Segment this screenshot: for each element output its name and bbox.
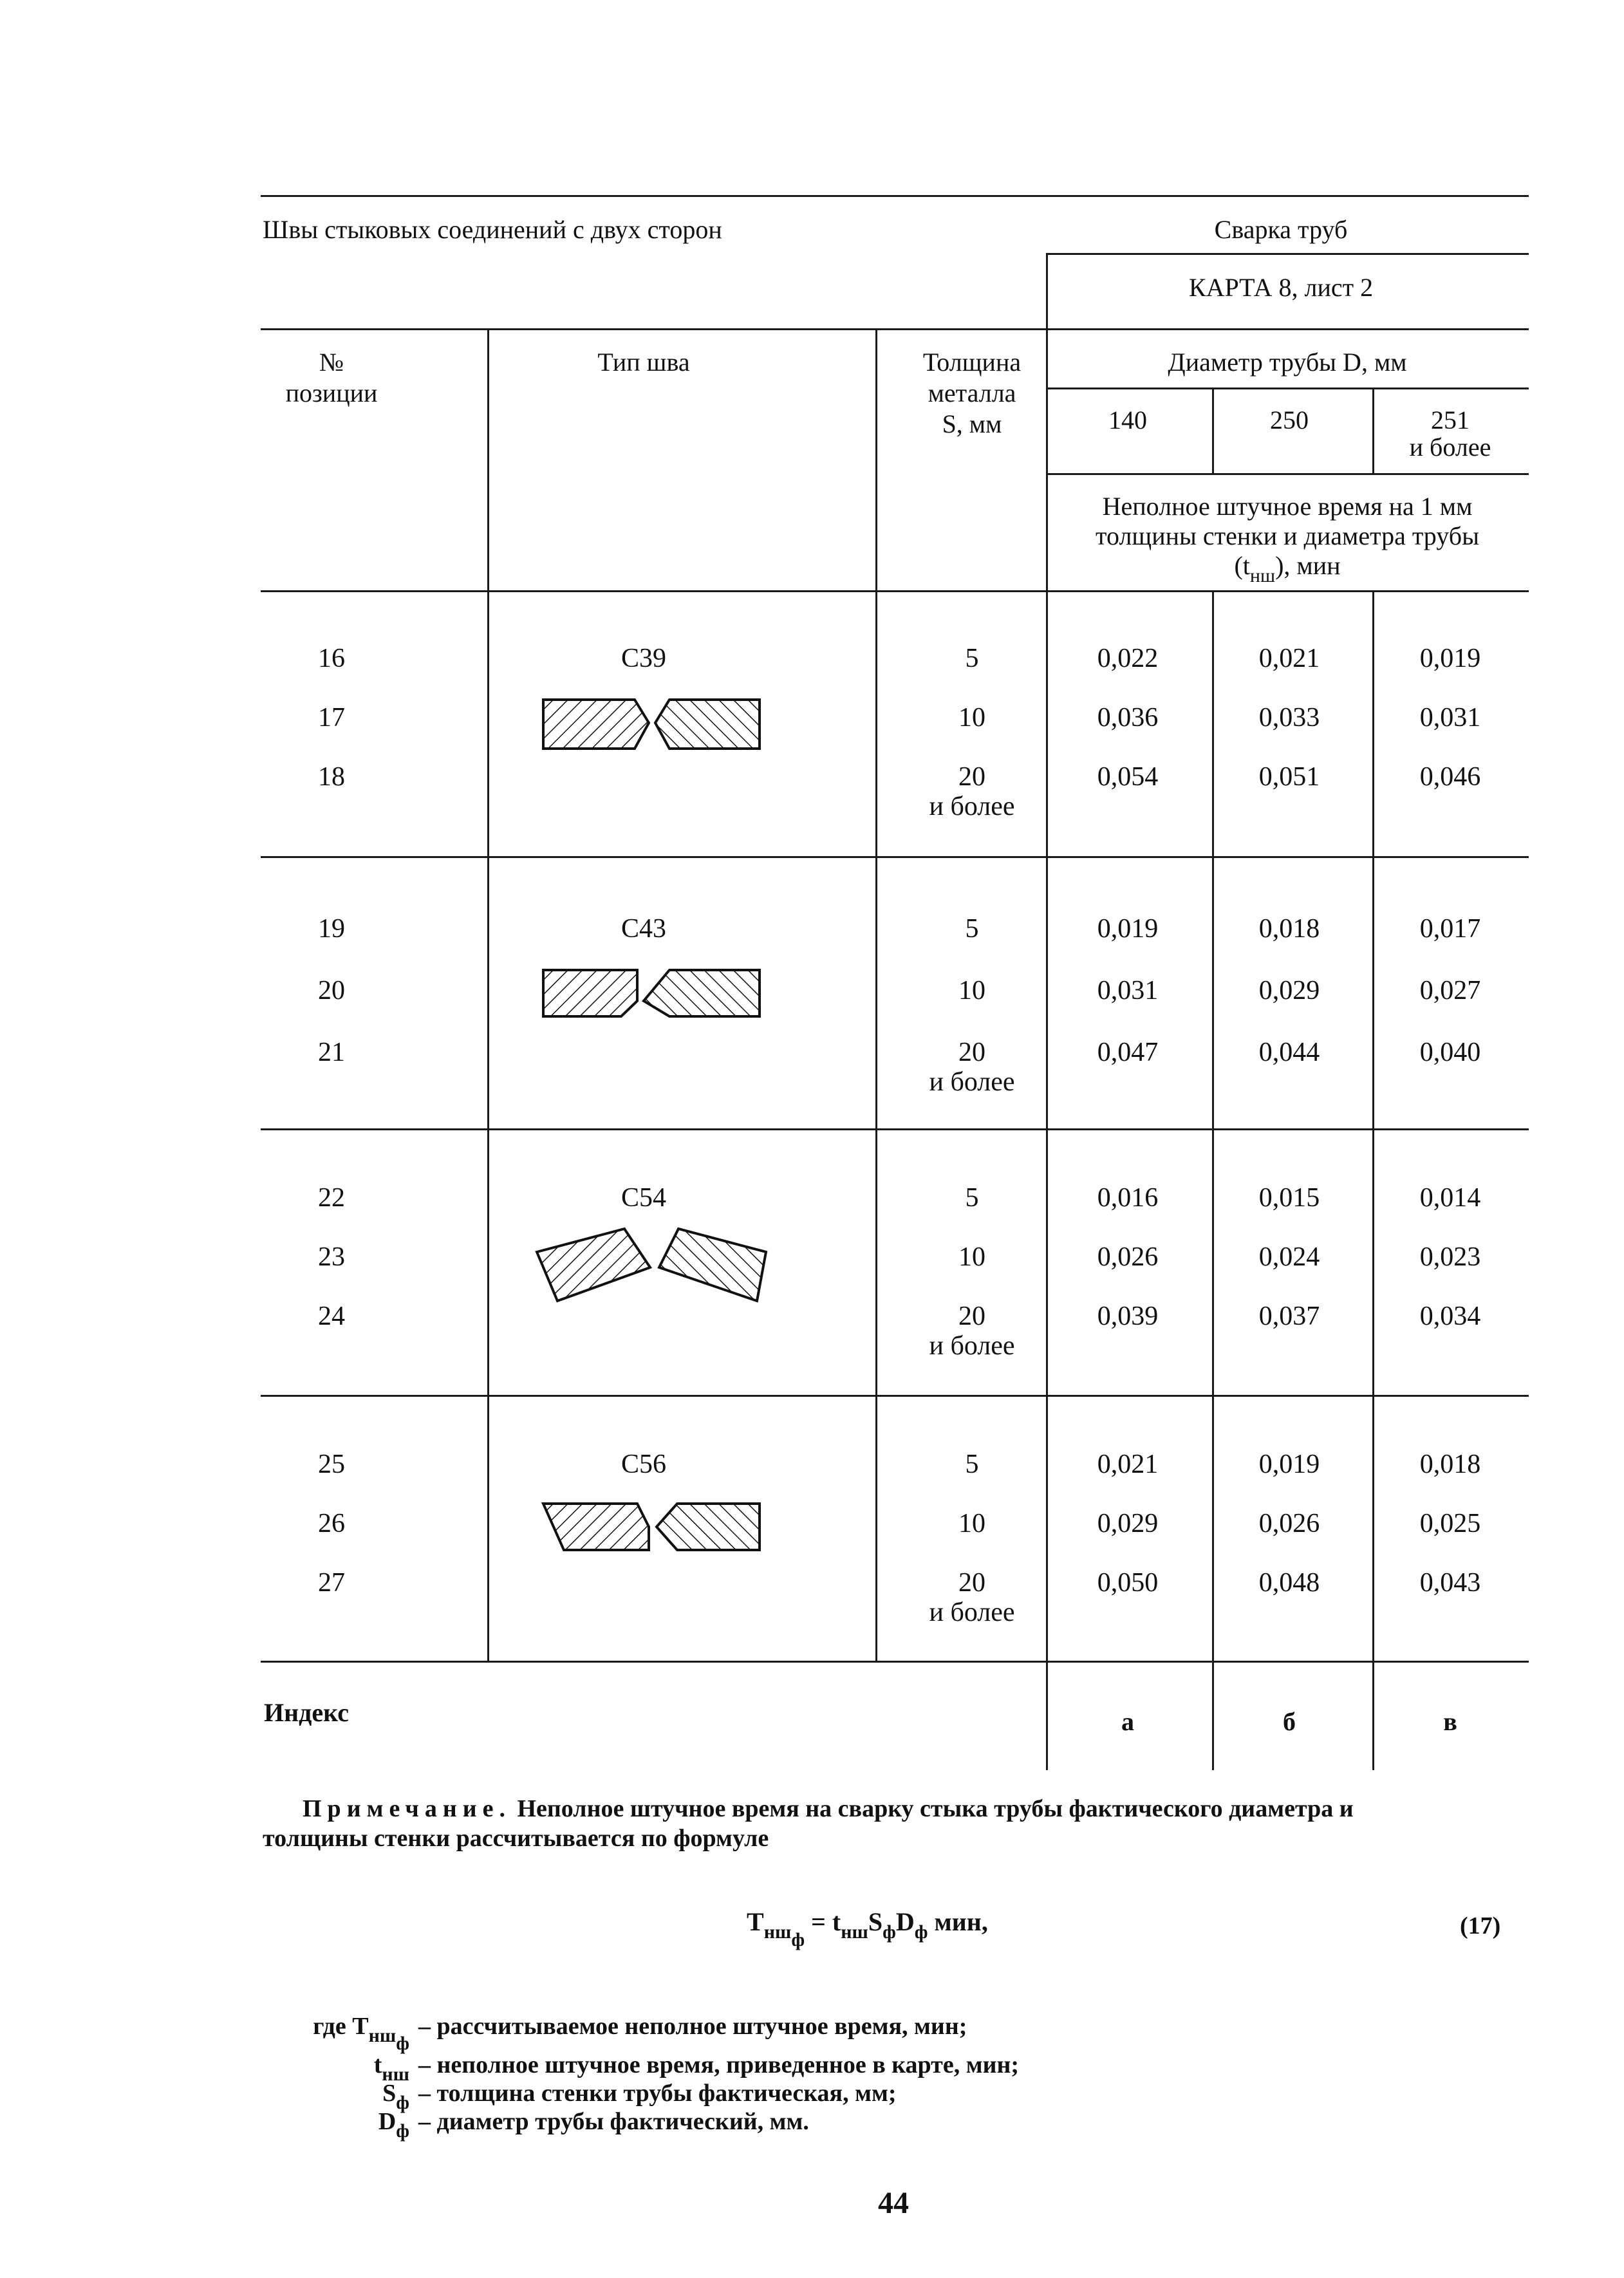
- col-thickness-l2: металла: [928, 378, 1016, 407]
- cell-s: 20: [958, 762, 985, 792]
- cell-v140: 0,021: [1097, 1450, 1159, 1479]
- cell-v251: 0,034: [1419, 1302, 1481, 1331]
- cell-v140: 0,029: [1097, 1509, 1159, 1538]
- seam-type-label: С39: [621, 644, 667, 673]
- header-card-rule: [1046, 253, 1529, 255]
- d-values-rule: [1046, 473, 1529, 475]
- cell-v140: 0,039: [1097, 1302, 1159, 1331]
- group-rule-3: [261, 1395, 1529, 1397]
- cell-pos: 22: [318, 1183, 345, 1213]
- cell-v251: 0,019: [1419, 644, 1481, 673]
- index-a: а: [1121, 1707, 1134, 1736]
- seam-c43-icon: [541, 967, 766, 1025]
- cell-v251: 0,025: [1419, 1509, 1481, 1538]
- col-position-l1: №: [319, 348, 344, 377]
- cell-v251: 0,017: [1419, 914, 1481, 944]
- card-label: КАРТА 8, лист 2: [1188, 273, 1374, 302]
- note-text-2: толщины стенки рассчитывается по формуле: [263, 1825, 769, 1852]
- cell-s: 10: [958, 1242, 985, 1272]
- seam-type-label: С54: [621, 1183, 667, 1213]
- legend-line: $t_{нш}$ – неполное штучное время, приведенное в карте, мин;: [373, 2051, 1020, 2085]
- cell-v250: 0,048: [1258, 1568, 1320, 1598]
- cell-v250: 0,026: [1258, 1509, 1320, 1538]
- cell-v140: 0,050: [1097, 1568, 1159, 1598]
- cell-v140: 0,031: [1097, 976, 1159, 1005]
- legend-line: где $T_{нш_ф}-$ рассчитываемое неполное штучное время, мин;: [313, 2013, 967, 2054]
- cell-v251: 0,014: [1419, 1183, 1481, 1213]
- cell-v251: 0,043: [1419, 1568, 1481, 1598]
- note-text-1: Неполное штучное время на сварку стыка трубы фактического диаметра и: [510, 1795, 1354, 1822]
- seam-c54-icon: [534, 1226, 772, 1310]
- cell-v140: 0,054: [1097, 762, 1159, 792]
- col-d250: 250: [1270, 406, 1309, 434]
- col-d251-l2: и более: [1409, 433, 1491, 462]
- seam-type-label: С43: [621, 914, 667, 944]
- d-divider-2: [1372, 387, 1374, 474]
- col-seam-type: Тип шва: [597, 348, 690, 377]
- header-divider: [1046, 253, 1048, 337]
- col-thickness-l1: Толщина: [922, 348, 1022, 377]
- col-diameter: Диаметр трубы D, мм: [1168, 348, 1407, 377]
- note-paragraph: [303, 1793, 1526, 1824]
- group-rule-1: [261, 856, 1529, 858]
- cell-v251: 0,027: [1419, 976, 1481, 1005]
- cell-s: 5: [965, 1450, 979, 1479]
- group-rule-2: [261, 1128, 1529, 1130]
- cell-v250: 0,044: [1258, 1038, 1320, 1067]
- seam-c56-icon: [541, 1501, 766, 1559]
- col-divider-seam: [875, 328, 877, 1661]
- col-time-l1: Неполное штучное время на 1 мм: [1102, 492, 1473, 521]
- legend-line: $S_ф$ – толщина стенки трубы фактическая, мм;: [382, 2080, 897, 2113]
- cell-s: 10: [958, 976, 985, 1005]
- cell-s-suffix: и более: [929, 1067, 1015, 1097]
- cell-v140: 0,026: [1097, 1242, 1159, 1272]
- cell-v250: 0,021: [1258, 644, 1320, 673]
- cell-s: 10: [958, 1509, 985, 1538]
- group-rule-4: [261, 1661, 1529, 1663]
- cell-v140: 0,047: [1097, 1038, 1159, 1067]
- cell-pos: 23: [318, 1242, 345, 1272]
- top-rule: [261, 195, 1529, 197]
- cell-pos: 21: [318, 1038, 345, 1067]
- cell-v250: 0,024: [1258, 1242, 1320, 1272]
- cell-pos: 25: [318, 1450, 345, 1479]
- cell-v140: 0,022: [1097, 644, 1159, 673]
- col-divider-250: [1372, 590, 1374, 1770]
- col-d251-l1: 251: [1431, 406, 1470, 434]
- seam-c39-icon: [541, 697, 766, 755]
- cell-v140: 0,036: [1097, 703, 1159, 733]
- cell-pos: 27: [318, 1568, 345, 1598]
- cell-v251: 0,018: [1419, 1450, 1481, 1479]
- cell-pos: 19: [318, 914, 345, 944]
- formula-number: (17): [1460, 1912, 1501, 1939]
- col-divider-thickness: [1046, 328, 1048, 1770]
- col-time-l3: $(t_{нш})$, мин: [1234, 551, 1341, 586]
- page-number: 44: [878, 2186, 909, 2220]
- cell-pos: 16: [318, 644, 345, 673]
- cell-v140: 0,019: [1097, 914, 1159, 944]
- cell-v251: 0,046: [1419, 762, 1481, 792]
- formula: $T_{нш_ф} = t_{нш}S_фD_ф$ мин,: [747, 1907, 988, 1950]
- cell-v250: 0,037: [1258, 1302, 1320, 1331]
- cell-pos: 20: [318, 976, 345, 1005]
- cell-v250: 0,051: [1258, 762, 1320, 792]
- cell-s: 5: [965, 1183, 979, 1213]
- index-c: в: [1443, 1707, 1457, 1736]
- cell-pos: 24: [318, 1302, 345, 1331]
- cell-v251: 0,031: [1419, 703, 1481, 733]
- table-top-rule: [261, 328, 1529, 330]
- cell-pos: 26: [318, 1509, 345, 1538]
- d-divider-1: [1212, 387, 1214, 474]
- cell-v251: 0,023: [1419, 1242, 1481, 1272]
- cell-s-suffix: и более: [929, 1331, 1015, 1361]
- cell-v140: 0,016: [1097, 1183, 1159, 1213]
- col-thickness-l3: S, мм: [942, 409, 1002, 438]
- cell-v250: 0,033: [1258, 703, 1320, 733]
- index-b: б: [1283, 1707, 1296, 1736]
- note-label: Примечание.: [303, 1795, 511, 1822]
- col-divider-position: [487, 328, 489, 1661]
- cell-s: 5: [965, 644, 979, 673]
- legend-line: $D_ф$ – диаметр трубы фактический, мм.: [378, 2108, 809, 2142]
- header-left-title: Швы стыковых соединений с двух сторон: [263, 215, 722, 244]
- cell-s: 5: [965, 914, 979, 944]
- cell-v251: 0,040: [1419, 1038, 1481, 1067]
- cell-s: 20: [958, 1038, 985, 1067]
- cell-s: 20: [958, 1302, 985, 1331]
- cell-v250: 0,018: [1258, 914, 1320, 944]
- cell-v250: 0,015: [1258, 1183, 1320, 1213]
- header-right-title: Сварка труб: [1214, 215, 1348, 244]
- col-divider-140: [1212, 590, 1214, 1770]
- cell-s: 20: [958, 1568, 985, 1598]
- cell-v250: 0,019: [1258, 1450, 1320, 1479]
- header-bottom-rule: [261, 590, 1529, 592]
- cell-v250: 0,029: [1258, 976, 1320, 1005]
- cell-pos: 17: [318, 703, 345, 733]
- col-time-l2: толщины стенки и диаметра трубы: [1096, 521, 1479, 550]
- cell-pos: 18: [318, 762, 345, 792]
- cell-s: 10: [958, 703, 985, 733]
- col-d140: 140: [1108, 406, 1147, 434]
- index-label: Индекс: [264, 1698, 349, 1727]
- cell-s-suffix: и более: [929, 1598, 1015, 1627]
- seam-type-label: С56: [621, 1450, 667, 1479]
- diameter-rule: [1046, 387, 1529, 389]
- col-position-l2: позиции: [285, 378, 378, 407]
- cell-s-suffix: и более: [929, 792, 1015, 821]
